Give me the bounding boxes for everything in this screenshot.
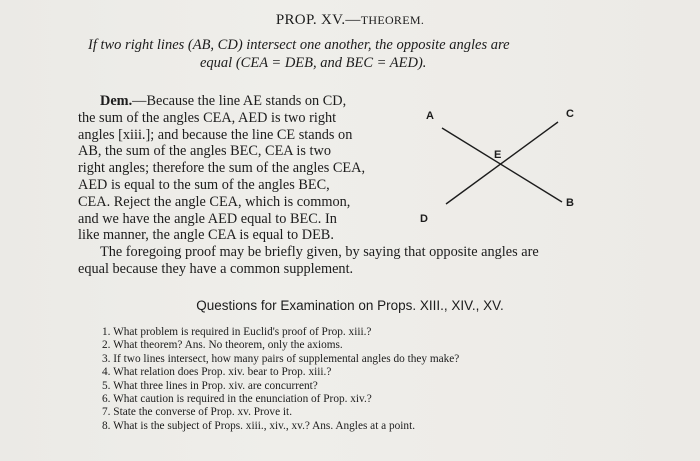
label-d: D [420, 213, 428, 225]
demonstration-line-7: CEA. Reject the angle CEA, which is common, [78, 193, 351, 210]
foregoing-line-1: The foregoing proof may be briefly given, by saying that opposite angles are [100, 244, 539, 260]
question-item: 8. What is the subject of Props. xiii., xiv., xv.? Ans. Angles at a point. [102, 419, 416, 432]
dem-label: Dem. [100, 93, 133, 109]
proposition-number: PROP. XV. [275, 12, 346, 28]
foregoing-paragraph [78, 244, 598, 278]
label-a: A [426, 110, 434, 122]
enunciation-line-1: If two right lines (AB, CD) intersect one another, the opposite angles are [88, 37, 510, 53]
label-e: E [494, 149, 502, 161]
enunciation [88, 36, 608, 72]
question-item: 1. What problem is required in Euclid's proof of Prop. xiii.? [102, 326, 372, 338]
dem-line-text: —Because the line AE stands on CD, [132, 93, 347, 109]
questions-list [102, 326, 582, 433]
question-item: 2. What theorem? Ans. No theorem, only the axioms. [102, 339, 343, 352]
question-item: 7. State the converse of Prop. xv. Prove it. [102, 406, 293, 419]
question-item: 6. What caution is required in the enunciation of Prop. xiv.? [102, 393, 372, 406]
question-item: 5. What three lines in Prop. xiv. are concurrent? [102, 379, 318, 392]
demonstration-line-2: the sum of the angles CEA, AED is two right [78, 109, 337, 126]
proposition-kind: THEOREM. [360, 13, 425, 27]
enunciation-line-2: equal (CEA = DEB, and BEC = AED). [200, 55, 427, 71]
demonstration-line-4: AB, the sum of the angles BEC, CEA is two [78, 143, 331, 160]
questions-heading: Questions for Examination on Props. XIII., XIV., XV. [196, 298, 504, 313]
line-ab [442, 128, 562, 202]
proposition-title [0, 12, 700, 29]
title-dash: — [345, 12, 361, 28]
demonstration-line-8: and we have the angle AED equal to BEC. In [78, 210, 337, 227]
label-b: B [566, 197, 574, 209]
demonstration-line-5: right angles; therefore the sum of the angles CEA, [78, 160, 366, 177]
question-item: 4. What relation does Prop. xiv. bear to Prop. xiii.? [102, 366, 332, 379]
demonstration-line-3: angles [xiii.]; and because the line CE stands on [78, 126, 353, 143]
intersecting-lines-diagram [420, 100, 590, 225]
label-c: C [566, 108, 574, 120]
demonstration [78, 93, 403, 244]
foregoing-line-2: equal because they have a common supplement. [78, 260, 354, 277]
demonstration-line-6: AED is equal to the sum of the angles BEC, [78, 176, 330, 193]
line-cd [446, 122, 558, 204]
demonstration-line-9: like manner, the angle CEA is equal to DEB. [78, 227, 334, 244]
question-item: 3. If two lines intersect, how many pairs of supplemental angles do they make? [102, 352, 460, 365]
demonstration-line-1 [78, 93, 403, 110]
